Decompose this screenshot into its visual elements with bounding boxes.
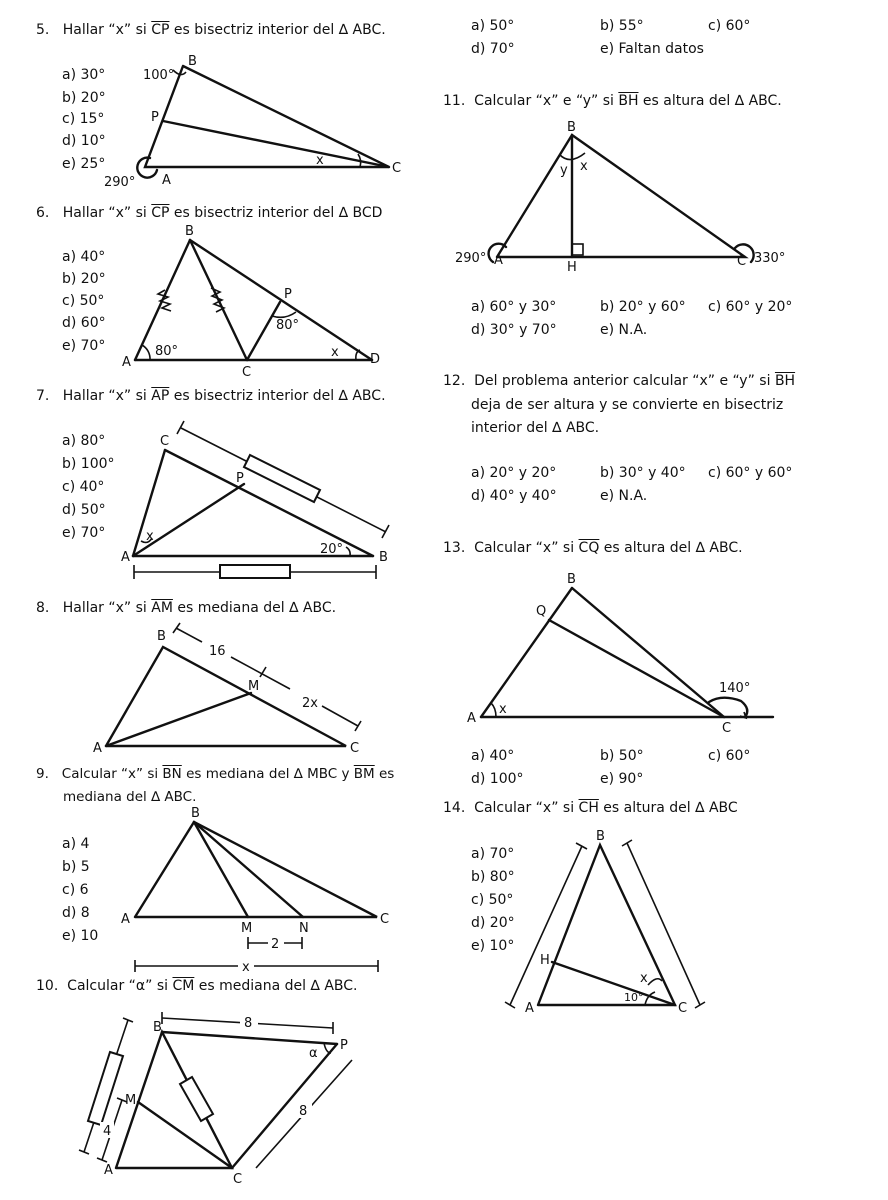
problem-5-statement: 5. Hallar “x” si $\overline{CP}$ es bisectriz interior del ∆ ABC. (36, 22, 386, 38)
p11-label-290: 290° (455, 251, 487, 266)
p9-label-m: M (241, 921, 253, 936)
p6-label-a: A (122, 355, 131, 370)
problem-14-statement: 14. Calcular “x” si $\overline{CH}$ es altura del ∆ ABC (443, 800, 738, 816)
p11-label-b: B (567, 120, 576, 135)
problem-12-statement-line3: interior del ∆ ABC. (471, 420, 600, 436)
p8-label-m: M (248, 679, 260, 694)
p6-label-80b: 80° (276, 318, 300, 333)
p7-label-x: x (146, 529, 154, 544)
p6-option-e[interactable]: e) 70° (62, 338, 106, 354)
segment-cq: $\overline{CQ}$ (578, 540, 600, 556)
segment-am: $\overline{AM}$ (151, 600, 173, 616)
p7-option-c[interactable]: c) 40° (62, 479, 105, 495)
p14-option-c[interactable]: c) 50° (471, 892, 514, 908)
p13-option-d[interactable]: d) 100° (471, 771, 524, 787)
p6-option-b[interactable]: b) 20° (62, 271, 106, 287)
segment-cp: $\overline{CP}$ (151, 205, 170, 221)
problem-7-statement: 7. Hallar “x” si $\overline{AP}$ es bisectriz interior del ∆ ABC. (36, 388, 386, 404)
p14-option-d[interactable]: d) 20° (471, 915, 515, 931)
p14-option-e[interactable]: e) 10° (471, 938, 515, 954)
p5-label-290: 290° (104, 175, 136, 190)
p13-option-b[interactable]: b) 50° (600, 748, 644, 764)
p11-label-a: A (494, 253, 503, 268)
p11-option-c[interactable]: c) 60° y 20° (708, 299, 793, 315)
p8-label-a: A (93, 741, 102, 756)
p6-option-d[interactable]: d) 60° (62, 315, 106, 331)
p11-label-y: y (560, 163, 568, 178)
p14-label-h: H (540, 953, 550, 968)
p7-option-d[interactable]: d) 50° (62, 502, 106, 518)
p11-label-x: x (580, 159, 588, 174)
problem-8-statement: 8. Hallar “x” si $\overline{AM}$ es mediana del ∆ ABC. (36, 600, 337, 616)
p5-option-c[interactable]: c) 15° (62, 111, 105, 127)
p14-label-c: C (678, 1001, 688, 1016)
p10-option-c[interactable]: c) 60° (708, 18, 751, 34)
p5-option-b[interactable]: b) 20° (62, 90, 106, 106)
p11-option-b[interactable]: b) 20° y 60° (600, 299, 686, 315)
p12-option-e[interactable]: e) N.A. (600, 488, 648, 504)
p6-option-c[interactable]: c) 50° (62, 293, 105, 309)
p10-label-c: C (233, 1172, 243, 1187)
p7-label-p: P (236, 471, 244, 486)
p10-option-d[interactable]: d) 70° (471, 41, 515, 57)
p7-label-c: C (160, 434, 170, 449)
p6-label-x: x (331, 345, 339, 360)
p13-option-c[interactable]: c) 60° (708, 748, 751, 764)
p10-label-a: A (104, 1163, 113, 1178)
problem-12-statement: 12. Del problema anterior calcular “x” e “y” si $\overline{BH}$ (443, 373, 796, 389)
p9-label-c: C (380, 912, 390, 927)
p13-label-c: C (722, 721, 732, 736)
p5-option-a[interactable]: a) 30° (62, 67, 106, 83)
p12-option-d[interactable]: d) 40° y 40° (471, 488, 557, 504)
p9-option-d[interactable]: d) 8 (62, 905, 90, 921)
p5-option-d[interactable]: d) 10° (62, 133, 106, 149)
p12-option-c[interactable]: c) 60° y 60° (708, 465, 793, 481)
segment-cm: $\overline{CM}$ (172, 978, 195, 994)
p7-option-e[interactable]: e) 70° (62, 525, 106, 541)
p6-label-c: C (242, 365, 252, 380)
segment-bn: $\overline{BN}$ (162, 766, 182, 782)
p11-option-a[interactable]: a) 60° y 30° (471, 299, 557, 315)
segment-bh: $\overline{BH}$ (618, 93, 639, 109)
p9-label-x: x (242, 960, 250, 975)
p10-label-alpha: α (309, 1046, 318, 1061)
problem-9-statement-line2: mediana del ∆ ABC. (63, 789, 197, 805)
p13-label-b: B (567, 572, 576, 587)
p13-option-e[interactable]: e) 90° (600, 771, 644, 787)
p13-label-a: A (467, 711, 476, 726)
p6-option-a[interactable]: a) 40° (62, 249, 106, 265)
p8-label-16: 16 (209, 644, 226, 659)
p7-option-b[interactable]: b) 100° (62, 456, 115, 472)
p5-label-x: x (316, 153, 324, 168)
p9-label-n: N (299, 921, 309, 936)
p6-label-80a: 80° (155, 344, 179, 359)
p10-label-b: B (153, 1020, 162, 1035)
p11-label-330: 330° (754, 251, 786, 266)
p6-label-p: P (284, 287, 292, 302)
p10-label-p: P (340, 1038, 348, 1053)
segment-ch: $\overline{CH}$ (578, 800, 599, 816)
p5-label-100: 100° (143, 68, 175, 83)
p7-label-20: 20° (320, 542, 344, 557)
p13-option-a[interactable]: a) 40° (471, 748, 515, 764)
p8-label-c: C (350, 741, 360, 756)
p12-option-b[interactable]: b) 30° y 40° (600, 465, 686, 481)
p14-option-b[interactable]: b) 80° (471, 869, 515, 885)
segment-cp: $\overline{CP}$ (151, 22, 170, 38)
problem-10-statement: 10. Calcular “α” si $\overline{CM}$ es mediana del ∆ ABC. (36, 978, 358, 994)
p10-option-b[interactable]: b) 55° (600, 18, 644, 34)
p11-label-h: H (567, 260, 577, 275)
p9-option-e[interactable]: e) 10 (62, 928, 99, 944)
p5-label-p: P (151, 110, 159, 125)
p11-option-e[interactable]: e) N.A. (600, 322, 648, 338)
p10-option-a[interactable]: a) 50° (471, 18, 515, 34)
p14-option-a[interactable]: a) 70° (471, 846, 515, 862)
problem-13-statement: 13. Calcular “x” si $\overline{CQ}$ es altura del ∆ ABC. (443, 540, 743, 556)
p7-label-a: A (121, 550, 130, 565)
p5-option-e[interactable]: e) 25° (62, 156, 106, 172)
p9-label-2: 2 (271, 937, 280, 952)
problem-9-statement: 9. Calcular “x” si $\overline{BN}$ es mediana del ∆ MBC y $\overline{BM}$ es (36, 766, 395, 782)
problem-11-statement: 11. Calcular “x” e “y” si $\overline{BH}$ es altura del ∆ ABC. (443, 93, 782, 109)
p5-label-b: B (188, 54, 197, 69)
p11-label-c: C (737, 254, 747, 269)
p9-label-a: A (121, 912, 130, 927)
p9-option-c[interactable]: c) 6 (62, 882, 89, 898)
segment-bm: $\overline{BM}$ (353, 766, 375, 782)
p10-label-8a: 8 (244, 1016, 253, 1031)
p9-label-b: B (191, 806, 200, 821)
p13-label-x: x (499, 702, 507, 717)
segment-ap: $\overline{AP}$ (151, 388, 170, 404)
p14-label-a: A (525, 1001, 534, 1016)
p14-label-10: 10° (624, 991, 644, 1004)
p6-label-b: B (185, 224, 194, 239)
p10-label-m: M (125, 1093, 137, 1108)
problem-6-statement: 6. Hallar “x” si $\overline{CP}$ es bisectriz interior del ∆ BCD (36, 205, 383, 221)
p5-label-c: C (392, 161, 402, 176)
problem-12-statement-line2: deja de ser altura y se convierte en bisectriz (471, 397, 784, 413)
p5-label-a: A (162, 173, 171, 188)
p10-label-8b: 8 (299, 1104, 308, 1119)
p10-label-4: 4 (103, 1124, 112, 1139)
p12-option-a[interactable]: a) 20° y 20° (471, 465, 557, 481)
p8-label-b: B (157, 629, 166, 644)
p13-label-140: 140° (719, 681, 751, 696)
p9-option-b[interactable]: b) 5 (62, 859, 90, 875)
p9-option-a[interactable]: a) 4 (62, 836, 90, 852)
p10-option-e[interactable]: e) Faltan datos (600, 41, 704, 57)
segment-bh: $\overline{BH}$ (774, 373, 796, 389)
p7-option-a[interactable]: a) 80° (62, 433, 106, 449)
p6-label-d: D (370, 352, 381, 367)
p7-label-b: B (379, 550, 388, 565)
p14-label-x: x (640, 971, 648, 986)
p13-label-q: Q (536, 604, 547, 619)
p8-label-2x: 2x (302, 696, 318, 711)
p11-option-d[interactable]: d) 30° y 70° (471, 322, 557, 338)
p14-label-b: B (596, 829, 605, 844)
